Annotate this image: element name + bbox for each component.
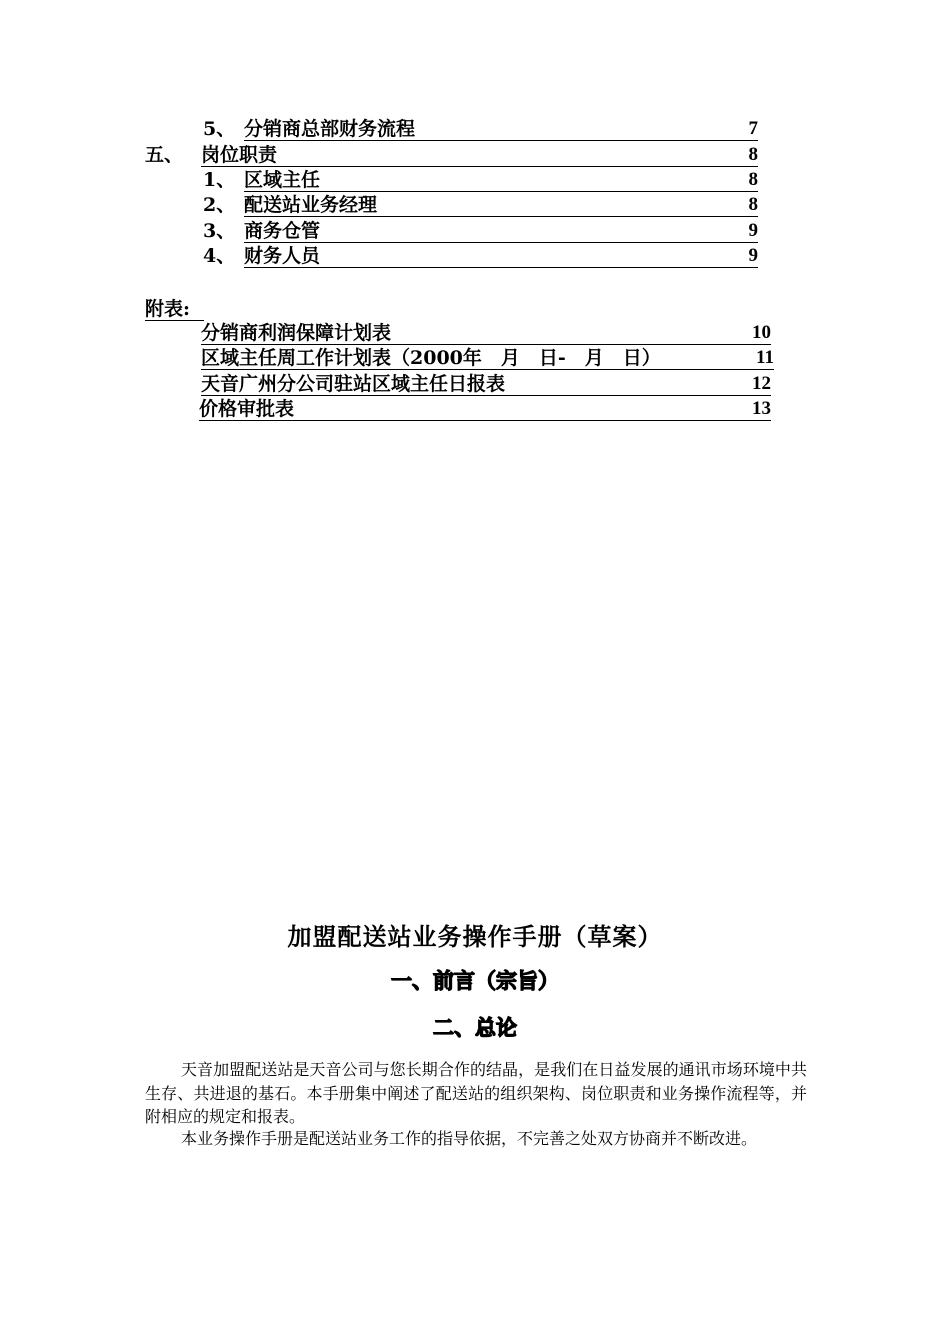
toc-entry[interactable] bbox=[244, 243, 758, 268]
appendix-row[interactable] bbox=[0, 345, 950, 371]
manual-title: 加盟配送站业务操作手册（草案） bbox=[287, 923, 663, 951]
paragraph: 天音加盟配送站是天音公司与您长期合作的结晶，是我们在日益发展的通讯市场环境中共生存、共进退的基石。本手册集中阐述了配送站的组织架构、岗位职责和业务操作流程等，并附相应的规定和报表。 bbox=[145, 1060, 807, 1126]
toc-number: 4、 bbox=[203, 245, 236, 267]
toc-page: 8 bbox=[748, 194, 758, 215]
toc-number: 五、 bbox=[145, 144, 184, 166]
toc-page: 9 bbox=[748, 220, 758, 241]
toc-row[interactable] bbox=[0, 218, 950, 244]
toc-label: 岗位职责 bbox=[201, 144, 278, 166]
appendix-entry[interactable] bbox=[199, 396, 771, 421]
appendix-page: 13 bbox=[752, 398, 771, 419]
toc-label: 商务仓管 bbox=[244, 220, 321, 242]
appendix-page: 11 bbox=[756, 347, 774, 368]
appendix-label: 区域主任周工作计划表（2000年 月 日- 月 日） bbox=[201, 347, 661, 369]
section-heading-overview: 二、总论 bbox=[433, 1016, 517, 1040]
toc-number: 3、 bbox=[203, 220, 236, 242]
toc-row[interactable] bbox=[0, 192, 950, 218]
appendix-entry[interactable] bbox=[201, 371, 771, 396]
toc-row[interactable] bbox=[0, 167, 950, 193]
appendix-label: 天音广州分公司驻站区域主任日报表 bbox=[201, 373, 506, 395]
appendix-entry[interactable] bbox=[201, 345, 774, 370]
toc-row[interactable] bbox=[0, 142, 950, 168]
appendix-label: 分销商利润保障计划表 bbox=[201, 322, 392, 344]
paragraph: 本业务操作手册是配送站业务工作的指导依据，不完善之处双方协商并不断改进。 bbox=[181, 1129, 758, 1148]
toc-entry[interactable] bbox=[244, 218, 758, 243]
toc-number: 1、 bbox=[203, 169, 236, 191]
appendix-row[interactable] bbox=[0, 396, 950, 422]
toc-entry[interactable] bbox=[244, 192, 758, 217]
toc-page: 7 bbox=[748, 118, 758, 139]
toc-page: 8 bbox=[748, 144, 758, 165]
toc-label: 配送站业务经理 bbox=[244, 194, 378, 216]
appendix-row[interactable] bbox=[0, 371, 950, 397]
appendix-label: 价格审批表 bbox=[199, 398, 295, 420]
toc-row[interactable] bbox=[0, 116, 950, 142]
toc-entry[interactable] bbox=[201, 142, 758, 167]
appendix-page: 12 bbox=[752, 373, 771, 394]
appendix-row[interactable] bbox=[0, 320, 950, 346]
section-heading-preface: 一、前言（宗旨） bbox=[391, 969, 559, 993]
toc-page: 9 bbox=[748, 245, 758, 266]
toc-page: 8 bbox=[748, 169, 758, 190]
toc-number: 5、 bbox=[203, 118, 236, 140]
toc-row[interactable] bbox=[0, 243, 950, 269]
toc-label: 财务人员 bbox=[244, 245, 321, 267]
appendix-entry[interactable] bbox=[201, 320, 771, 345]
appendix-page: 10 bbox=[752, 322, 771, 343]
toc-label: 分销商总部财务流程 bbox=[244, 118, 416, 140]
toc-entry[interactable] bbox=[244, 116, 758, 141]
toc-entry[interactable] bbox=[244, 167, 758, 192]
appendix-heading: 附表: bbox=[145, 296, 204, 321]
toc-label: 区域主任 bbox=[244, 169, 321, 191]
toc-number: 2、 bbox=[203, 194, 236, 216]
